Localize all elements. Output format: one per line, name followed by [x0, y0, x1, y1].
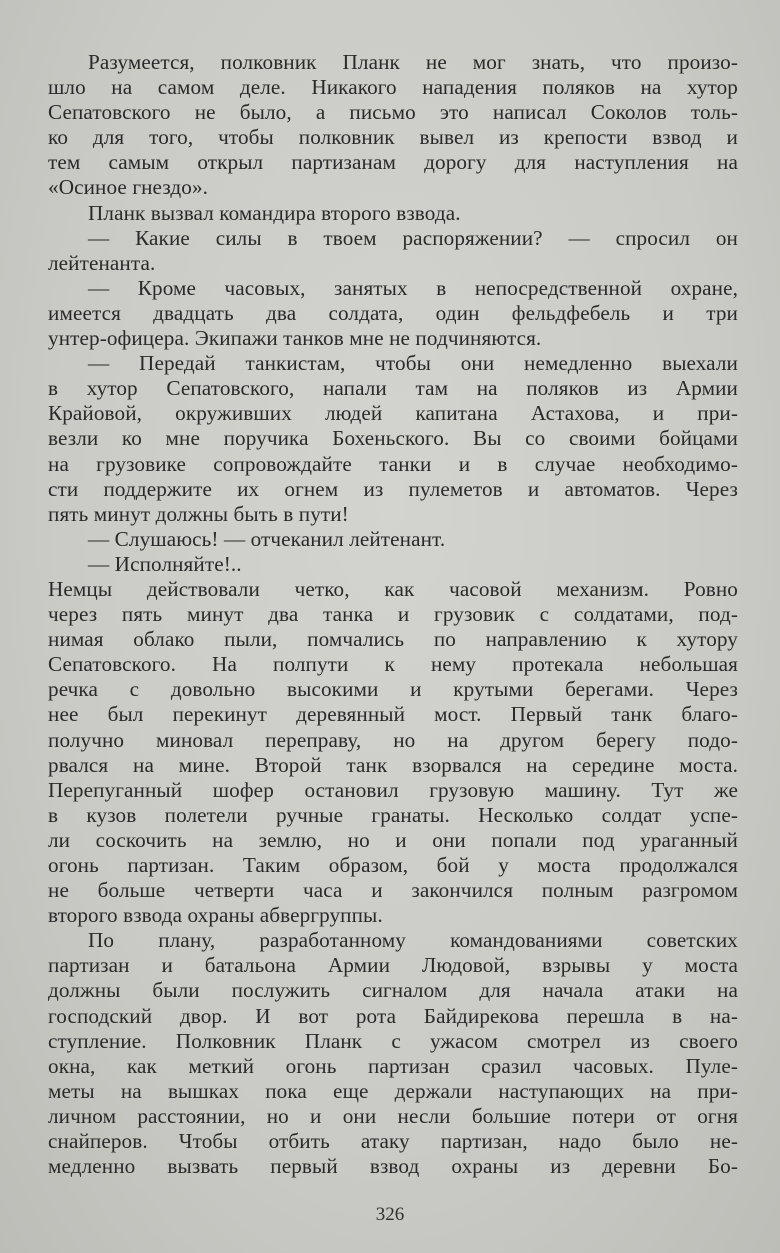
text-line: — Какие силы в твоем распоряжении? — спросил он	[88, 225, 738, 250]
text-line: По плану, разработанному командованиями советских	[88, 928, 738, 953]
text-line: получно миновал переправу, но на другом берегу подо-	[48, 727, 738, 752]
text-line: нимая облако пыли, помчались по направлению к хутору	[48, 627, 738, 652]
text-line: личном расстоянии, но и они несли большие потери от огня	[48, 1103, 738, 1128]
text-line: рвался на мине. Второй танк взорвался на середине моста.	[48, 752, 738, 777]
text-line: Крайовой, окруживших людей капитана Астахова, и при-	[48, 401, 738, 426]
text-line: в хутор Сепатовского, напали там на поляков из Армии	[48, 376, 738, 401]
text-line: везли ко мне поручика Бохеньского. Вы со своими бойцами	[48, 426, 738, 451]
text-line: Сепатовского не было, а письмо это написал Соколов толь-	[48, 100, 738, 125]
text-line: через пять минут два танка и грузовик с солдатами, под-	[48, 602, 738, 627]
text-line: на грузовике сопровождайте танки и в случае необходимо-	[48, 451, 738, 476]
text-line: шло на самом деле. Никакого нападения поляков на хутор	[48, 75, 738, 100]
text-line: — Передай танкистам, чтобы они немедленно выехали	[88, 351, 738, 376]
text-line: Планк вызвал командира второго взвода.	[88, 200, 461, 225]
text-line: тем самым открыл партизанам дорогу для наступления на	[48, 150, 738, 175]
text-line: ли соскочить на землю, но и они попали под ураганный	[48, 827, 738, 852]
text-line: — Исполняйте!..	[88, 551, 242, 576]
text-line: второго взвода охраны абвергруппы.	[48, 903, 383, 928]
text-line: сти поддержите их огнем из пулеметов и автоматов. Через	[48, 476, 738, 501]
text-line: Перепуганный шофер остановил грузовую машину. Тут же	[48, 777, 738, 802]
text-line: меты на вышках пока еще держали наступающих на при-	[48, 1078, 738, 1103]
text-line: пять минут должны быть в пути!	[48, 501, 349, 526]
text-line: унтер-офицера. Экипажи танков мне не подчиняются.	[48, 326, 542, 351]
text-line: Сепатовского. На полпути к нему протекала небольшая	[48, 652, 738, 677]
text-line: речка с довольно высокими и крутыми берегами. Через	[48, 677, 738, 702]
text-line: партизан и батальона Армии Людовой, взрывы у моста	[48, 953, 738, 978]
text-line: не больше четверти часа и закончился полным разгромом	[48, 878, 738, 903]
text-line: Немцы действовали четко, как часовой механизм. Ровно	[48, 576, 738, 601]
text-line: ступление. Полковник Планк с ужасом смотрел из своего	[48, 1028, 738, 1053]
text-line: должны были послужить сигналом для начала атаки на	[48, 978, 738, 1003]
text-line: — Кроме часовых, занятых в непосредственной охране,	[88, 275, 738, 300]
text-line: ко для того, чтобы полковник вывел из крепости взвод и	[48, 125, 738, 150]
text-line: господский двор. И вот рота Байдирекова перешла в на-	[48, 1003, 738, 1028]
text-line: «Осиное гнездо».	[48, 175, 209, 200]
text-line: в кузов полетели ручные гранаты. Несколько солдат успе-	[48, 802, 738, 827]
text-line: медленно вызвать первый взвод охраны из деревни Бо-	[48, 1154, 738, 1179]
text-line: окна, как меткий огонь партизан сразил часовых. Пуле-	[48, 1053, 738, 1078]
body-text	[48, 50, 738, 1179]
text-line: нее был перекинут деревянный мост. Первый танк благо-	[48, 702, 738, 727]
text-line: имеется двадцать два солдата, один фельдфебель и три	[48, 300, 738, 325]
text-line: — Слушаюсь! — отчеканил лейтенант.	[88, 526, 446, 551]
page-number: 326	[375, 1204, 405, 1225]
text-line: огонь партизан. Таким образом, бой у моста продолжался	[48, 853, 738, 877]
text-line: снайперов. Чтобы отбить атаку партизан, надо было не-	[48, 1129, 738, 1154]
text-line: лейтенанта.	[48, 250, 156, 275]
text-line: Разумеется, полковник Планк не мог знать, что произо-	[88, 50, 738, 74]
